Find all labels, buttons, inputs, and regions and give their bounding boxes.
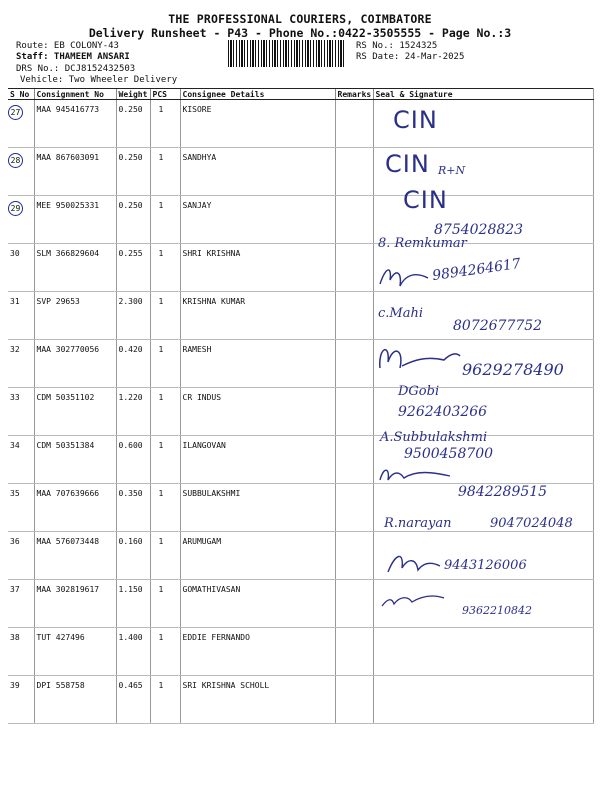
signature-name: R.narayan xyxy=(384,516,452,531)
cell-remarks xyxy=(335,484,373,532)
signature-phone: 9894264617 xyxy=(431,255,522,285)
cell-pcs: 1 xyxy=(150,196,180,244)
cell-pcs: 1 xyxy=(150,292,180,340)
signature-phone: 9262403266 xyxy=(398,404,488,420)
cell-consignment: MAA 302770056 xyxy=(34,340,116,388)
cell-consignee: SANDHYA xyxy=(180,148,335,196)
table-row xyxy=(8,100,593,148)
cell-consignment: CDM 50351384 xyxy=(34,436,116,484)
cell-sno: 32 xyxy=(8,340,34,388)
cell-weight: 0.465 xyxy=(116,676,150,724)
signature-scribble xyxy=(378,590,448,612)
cell-sno: 34 xyxy=(8,436,34,484)
vehicle-label: Vehicle: Two Wheeler Delivery xyxy=(20,75,178,85)
signature-phone: 9047024048 xyxy=(490,516,573,531)
signature-scribble xyxy=(374,338,464,378)
signature-scribble xyxy=(376,462,456,488)
cell-pcs: 1 xyxy=(150,628,180,676)
signature-phone: 9500458700 xyxy=(404,446,494,462)
table-row xyxy=(8,388,593,436)
cell-pcs: 1 xyxy=(150,676,180,724)
cell-sno: 31 xyxy=(8,292,34,340)
cell-pcs: 1 xyxy=(150,484,180,532)
signature-cin: CIN xyxy=(385,150,430,178)
signature-phone: 9629278490 xyxy=(462,360,564,379)
table-row xyxy=(8,436,593,484)
cell-remarks xyxy=(335,340,373,388)
cell-pcs: 1 xyxy=(150,340,180,388)
cell-pcs: 1 xyxy=(150,532,180,580)
cell-consignee: SANJAY xyxy=(180,196,335,244)
cell-weight: 0.600 xyxy=(116,436,150,484)
cell-consignee: ILANGOVAN xyxy=(180,436,335,484)
cell-remarks xyxy=(335,676,373,724)
staff-label: Staff: THAMEEM ANSARI xyxy=(16,52,130,62)
route-label: Route: EB COLONY-43 xyxy=(16,41,119,51)
cell-consignment: MAA 867603091 xyxy=(34,148,116,196)
col-pcs: PCS xyxy=(150,89,180,100)
cell-consignee: SRI KRISHNA SCHOLL xyxy=(180,676,335,724)
cell-consignment: SLM 366829604 xyxy=(34,244,116,292)
signature-name: c.Mahi xyxy=(378,306,424,321)
cell-signature xyxy=(373,676,593,724)
signature-cin: CIN xyxy=(403,186,448,214)
cell-consignment: TUT 427496 xyxy=(34,628,116,676)
barcode xyxy=(228,40,346,67)
cell-consignee: CR INDUS xyxy=(180,388,335,436)
cell-consignment: MEE 950025331 xyxy=(34,196,116,244)
cell-sno: 39 xyxy=(8,676,34,724)
signature-phone: 8072677752 xyxy=(453,318,543,334)
signature-scribble xyxy=(384,548,444,578)
col-sno: S No xyxy=(8,89,34,100)
table-row xyxy=(8,628,593,676)
company-title: THE PROFESSIONAL COURIERS, COIMBATORE xyxy=(168,12,432,26)
col-remarks: Remarks xyxy=(335,89,373,100)
cell-remarks xyxy=(335,292,373,340)
runsheet-table xyxy=(8,88,594,724)
cell-remarks xyxy=(335,580,373,628)
cell-sno: 36 xyxy=(8,532,34,580)
signature-phone: 8754028823 xyxy=(434,222,524,238)
table-header-row xyxy=(8,89,593,100)
circled-number: 28 xyxy=(8,153,23,168)
cell-pcs: 1 xyxy=(150,244,180,292)
cell-sno: 33 xyxy=(8,388,34,436)
cell-pcs: 1 xyxy=(150,148,180,196)
col-consignee: Consignee Details xyxy=(180,89,335,100)
cell-remarks xyxy=(335,532,373,580)
signature-cin: CIN xyxy=(393,106,438,134)
cell-consignment: DPI 558758 xyxy=(34,676,116,724)
signature-note: R+N xyxy=(438,164,466,177)
cell-pcs: 1 xyxy=(150,388,180,436)
cell-weight: 2.300 xyxy=(116,292,150,340)
signature-phone: 9443126006 xyxy=(444,558,527,573)
cell-remarks xyxy=(335,148,373,196)
cell-weight: 1.400 xyxy=(116,628,150,676)
drs-number: DRS No.: DCJ8152432503 xyxy=(16,64,136,74)
signature-name: 8. Remkumar xyxy=(378,236,467,251)
cell-pcs: 1 xyxy=(150,580,180,628)
cell-pcs: 1 xyxy=(150,100,180,148)
cell-consignee: RAMESH xyxy=(180,340,335,388)
cell-consignment: CDM 50351102 xyxy=(34,388,116,436)
cell-sno xyxy=(8,148,34,196)
signature-scribble xyxy=(376,262,436,292)
cell-sno: 35 xyxy=(8,484,34,532)
signature-phone: 9362210842 xyxy=(462,604,532,617)
cell-signature xyxy=(373,628,593,676)
cell-consignee: KRISHNA KUMAR xyxy=(180,292,335,340)
cell-remarks xyxy=(335,196,373,244)
cell-weight: 1.150 xyxy=(116,580,150,628)
cell-consignee: ARUMUGAM xyxy=(180,532,335,580)
rs-number: RS No.: 1524325 xyxy=(356,41,438,51)
col-consignment: Consignment No xyxy=(34,89,116,100)
table-row xyxy=(8,676,593,724)
cell-weight: 0.160 xyxy=(116,532,150,580)
cell-weight: 0.350 xyxy=(116,484,150,532)
cell-remarks xyxy=(335,388,373,436)
cell-consignment: MAA 576073448 xyxy=(34,532,116,580)
cell-remarks xyxy=(335,100,373,148)
cell-weight: 0.255 xyxy=(116,244,150,292)
cell-consignment: SVP 29653 xyxy=(34,292,116,340)
col-weight: Weight xyxy=(116,89,150,100)
cell-sno: 30 xyxy=(8,244,34,292)
cell-consignee: EDDIE FERNANDO xyxy=(180,628,335,676)
cell-consignment: MAA 707639666 xyxy=(34,484,116,532)
cell-consignee: SUBBULAKSHMI xyxy=(180,484,335,532)
cell-consignee: SHRI KRISHNA xyxy=(180,244,335,292)
cell-weight: 0.250 xyxy=(116,148,150,196)
table-row xyxy=(8,148,593,196)
cell-remarks xyxy=(335,628,373,676)
cell-remarks xyxy=(335,244,373,292)
signature-name: DGobi xyxy=(398,384,440,399)
signature-name: A.Subbulakshmi xyxy=(380,430,488,445)
rs-date: RS Date: 24-Mar-2025 xyxy=(356,52,465,62)
cell-sno xyxy=(8,100,34,148)
cell-consignee: KISORE xyxy=(180,100,335,148)
cell-weight: 0.250 xyxy=(116,196,150,244)
cell-consignment: MAA 945416773 xyxy=(34,100,116,148)
cell-sno xyxy=(8,196,34,244)
col-signature: Seal & Signature xyxy=(373,89,593,100)
circled-number: 29 xyxy=(8,201,23,216)
cell-sno: 37 xyxy=(8,580,34,628)
cell-remarks xyxy=(335,436,373,484)
cell-consignment: MAA 302819617 xyxy=(34,580,116,628)
cell-weight: 0.250 xyxy=(116,100,150,148)
cell-consignee: GOMATHIVASAN xyxy=(180,580,335,628)
cell-weight: 1.220 xyxy=(116,388,150,436)
cell-pcs: 1 xyxy=(150,436,180,484)
circled-number: 27 xyxy=(8,105,23,120)
cell-weight: 0.420 xyxy=(116,340,150,388)
runsheet-title: Delivery Runsheet - P43 - Phone No.:0422-3505555 - Page No.:3 xyxy=(88,26,512,40)
cell-sno: 38 xyxy=(8,628,34,676)
signature-phone: 9842289515 xyxy=(458,484,548,500)
